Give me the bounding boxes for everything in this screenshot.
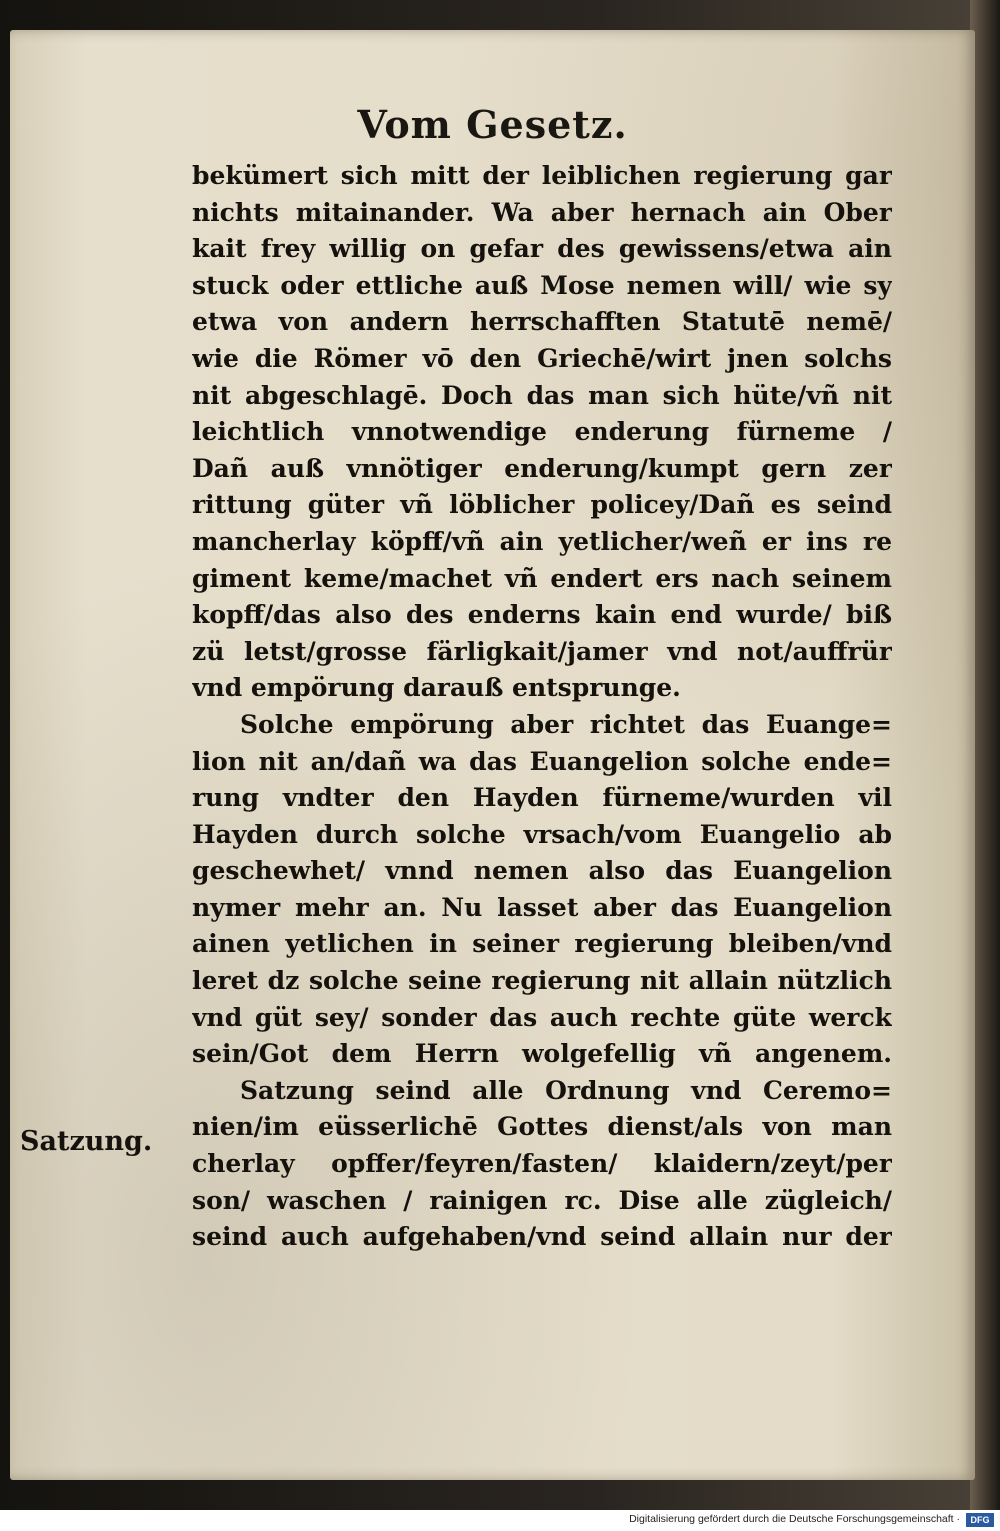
text-line: vnd empörung darauß entsprunge. <box>192 673 681 703</box>
text-line: lion nit an/dañ wa das Euangelion solche ende= <box>192 746 892 776</box>
text-line: geschewhet/ vnnd nemen also das Euangelion <box>192 856 892 886</box>
marginal-note: Satzung. <box>20 1126 153 1157</box>
text-line: son/ waschen / rainigen rc. Dise alle zügleich/ <box>192 1185 892 1215</box>
text-line: wie die Römer vō den Griechē/wirt jnen solchs <box>192 343 892 373</box>
text-line: etwa von andern herrschafften Statutē nemē/ <box>192 307 892 337</box>
digitization-footer <box>0 1510 1000 1531</box>
dfg-logo: DFG <box>966 1513 994 1527</box>
text-line: seind auch aufgehaben/vnd seind allain nur der <box>192 1222 892 1252</box>
text-line: nymer mehr an. Nu lasset aber das Euangelion <box>192 892 892 922</box>
text-line: Solche empörung aber richtet das Euange= <box>240 709 892 739</box>
text-line: leichtlich vnnotwendige enderung fürneme / <box>192 417 892 447</box>
book-page <box>10 30 975 1480</box>
text-line: kait frey willig on gefar des gewissens/etwa ain <box>192 234 892 264</box>
running-head: Vom Gesetz. <box>357 102 628 147</box>
text-line: vnd güt sey/ sonder das auch rechte güte werck <box>192 1002 892 1032</box>
text-line: Satzung seind alle Ordnung vnd Ceremo= <box>240 1075 892 1105</box>
text-line: Hayden durch solche vrsach/vom Euangelio ab <box>192 819 892 849</box>
text-line: nien/im eüsserlichē Gottes dienst/als von man <box>192 1112 892 1142</box>
text-line: nichts mitainander. Wa aber hernach ain Ober <box>192 197 892 227</box>
funding-credit: Digitalisierung gefördert durch die Deutsche Forschungsgemeinschaft · <box>629 1513 960 1525</box>
text-line: rittung güter vñ löblicher policey/Dañ es seind <box>192 490 892 520</box>
text-line: sein/Got dem Herrn wolgefellig vñ angenem. <box>192 1039 892 1069</box>
text-line: zü letst/grosse färligkait/jamer vnd not/auffrür <box>192 636 892 666</box>
text-line: stuck oder ettliche auß Mose nemen will/ wie sy <box>192 270 892 300</box>
text-line: mancherlay köpff/vñ ain yetlicher/weñ er ins re <box>192 526 892 556</box>
text-line: ainen yetlichen in seiner regierung bleiben/vnd <box>192 929 892 959</box>
text-line: kopff/das also des enderns kain end wurde/ biß <box>192 600 892 630</box>
text-line: nit abgeschlagē. Doch das man sich hüte/vñ nit <box>192 380 892 410</box>
text-line: Dañ auß vnnötiger enderung/kumpt gern zer <box>192 453 892 483</box>
text-line: leret dz solche seine regierung nit allain nützlich <box>192 966 892 996</box>
text-line: bekümert sich mitt der leiblichen regierung gar <box>192 161 892 190</box>
text-line: rung vndter den Hayden fürneme/wurden vil <box>192 783 892 813</box>
text-block <box>192 158 892 1256</box>
text-line: cherlay opffer/feyren/fasten/ klaidern/zeyt/per <box>192 1149 892 1179</box>
text-line: giment keme/machet vñ endert ers nach seinem <box>192 563 892 593</box>
